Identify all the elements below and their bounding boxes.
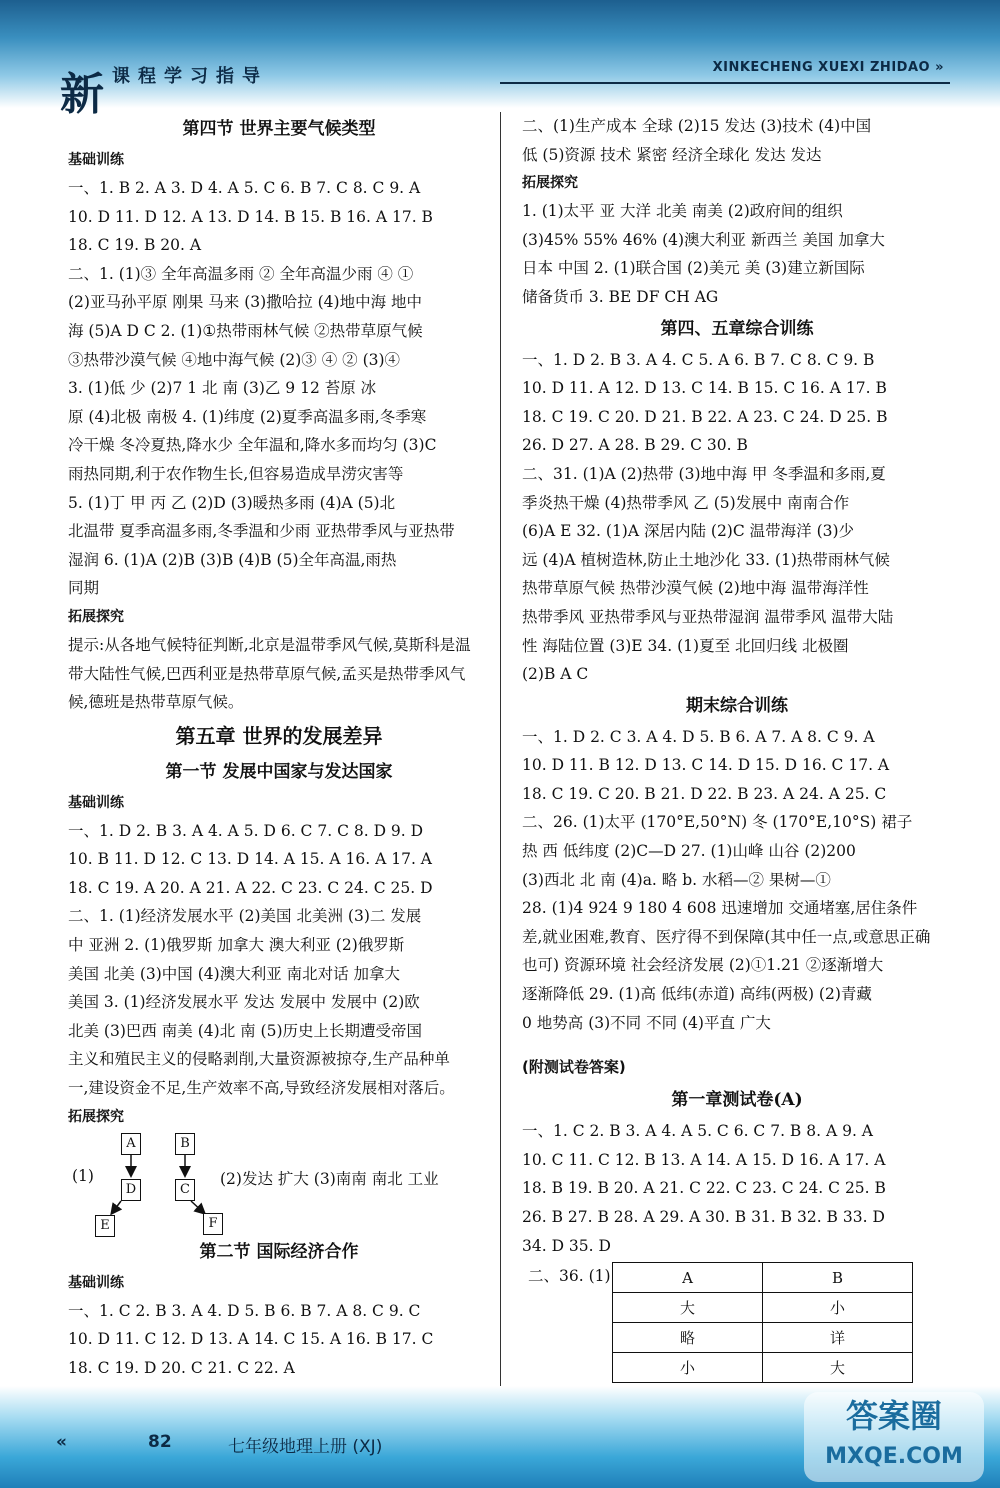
chapter-title: 第五章 世界的发展差异 [175,723,383,748]
q36-prefix: 二、36. (1) [528,1267,611,1286]
answer-line: 10. D 11. D 12. A 13. D 14. B 15. B 16. A 17. B [68,207,433,226]
answer-line: 一,建设资金不足,生产效率不高,导致经济发展相对落后。 [68,1079,455,1098]
table-row [613,1353,913,1383]
watermark-text-bottom: MXQE.COM [825,1444,963,1469]
answer-line: 10. C 11. C 12. B 13. A 14. A 15. D 16. A 17. A [522,1150,886,1169]
answer-line: 二、1. (1)③ 全年高温多雨 ② 全年高温少雨 ④ ① [68,264,414,283]
answer-line: 3. (1)低 少 (2)7 1 北 南 (3)乙 9 12 苔原 冰 [68,379,377,398]
answer-line: 原 (4)北极 南极 4. (1)纬度 (2)夏季高温多雨,冬季寒 [68,407,427,426]
answer-line: 18. C 19. B 20. A [68,236,202,255]
answer-line: 冷干燥 冬冷夏热,降水少 全年温和,降水多而均匀 (3)C [68,436,437,455]
table-header-cell: B [763,1263,913,1293]
arrow-c-f [191,1201,204,1213]
diagram-answers: (2)发达 扩大 (3)南南 南北 工业 [220,1169,439,1188]
answer-line: 26. B 27. B 28. A 29. A 30. B 31. B 32. B 33. D [522,1208,885,1226]
answer-table [612,1262,913,1383]
diagram-box-b: B [175,1133,195,1155]
answer-line: (3)45% 55% 46% (4)澳大利亚 新西兰 美国 加拿大 [522,230,885,249]
double-chevron-left-icon: « [56,1432,67,1452]
series-pinyin [713,60,944,75]
diagram-box-e: E [95,1215,115,1237]
section-title: 期末综合训练 [686,695,788,716]
subsection-label: 基础训练 [68,794,124,811]
table-cell: 小 [613,1353,763,1383]
answer-line: 10. D 11. C 12. D 13. A 14. C 15. A 16. B 17. C [68,1330,434,1349]
answer-line: 美国 北美 (3)中国 (4)澳大利亚 南北对话 加拿大 [68,964,401,983]
answer-line: 美国 3. (1)经济发展水平 发达 发展中 发展中 (2)欧 [68,993,420,1012]
answer-line: 28. (1)4 924 9 180 4 608 迅速增加 交通堵塞,居住条件 [522,899,918,918]
answer-line: 二、26. (1)太平 (170°E,50°N) 冬 (170°E,10°S) 裙子 [522,813,913,832]
answer-line: 一、1. B 2. A 3. D 4. A 5. C 6. B 7. C 8. C 9. A [68,179,421,197]
watermark-text-top: 答案圈 [845,1397,942,1435]
answer-line: 5. (1)丁 甲 丙 乙 (2)D (3)暖热多雨 (4)A (5)北 [68,493,396,512]
answer-line: 同期 [68,579,100,598]
answer-line: (2)B A C [522,665,589,684]
answer-line: 也可) 资源环境 社会经济发展 (2)①1.21 ②逐渐增大 [522,956,884,975]
answer-line: 海 (5)A D C 2. (1)①热带雨林气候 ②热带草原气候 [68,321,423,340]
answer-block [522,1117,952,1260]
answer-line: 18. B 19. B 20. A 21. C 22. C 23. C 24. C 25. B [522,1179,886,1198]
answer-block [68,1297,490,1383]
answer-line: 一、1. C 2. B 3. A 4. A 5. C 6. C 7. B 8. A 9. A [522,1122,873,1141]
answer-line: 性 海陆位置 (3)E 34. (1)夏至 北回归线 北极圈 [522,636,849,655]
answer-block [68,631,490,717]
answer-line: 低 (5)资源 技术 紧密 经济全球化 发达 发达 [522,145,822,164]
book-title: 七年级地理上册 (XJ) [228,1437,383,1457]
diagram-box-f: F [203,1213,223,1235]
answer-line: 热带季风 亚热带季风与亚热带湿润 温带季风 温带大陆 [522,607,894,626]
answer-block [522,723,952,1038]
answer-line: ③热带沙漠气候 ④地中海气候 (2)③ ④ ② (3)④ [68,350,401,369]
section-title: 第四节 世界主要气候类型 [182,119,376,139]
answer-line: (3)西北 北 南 (4)a. 略 b. 水稻—② 果树—① [522,870,831,889]
answer-line: 一、1. D 2. C 3. A 4. D 5. B 6. A 7. A 8. C 9. A [522,727,875,746]
answer-line: (6)A E 32. (1)A 深居内陆 (2)C 温带海洋 (3)少 [522,522,855,541]
subsection-label: 基础训练 [68,1274,124,1291]
answer-line: 26. D 27. A 28. B 29. C 30. B [522,436,748,455]
header-rule [500,82,950,84]
answer-line: 二、31. (1)A (2)热带 (3)地中海 甲 冬季温和多雨,夏 [522,464,886,483]
flow-diagram [68,1131,490,1235]
answer-line: 候,德班是热带草原气候。 [68,693,244,712]
answer-line: 北美 (3)巴西 南美 (4)北 南 (5)历史上长期遭受帝国 [68,1021,423,1040]
answer-line: 18. C 19. C 20. B 21. D 22. B 23. A 24. A 25. C [522,784,887,803]
answer-block [522,197,952,311]
answer-line: 34. D 35. D [522,1236,611,1255]
series-logo: 新 [60,69,104,120]
answer-line: 差,就业困难,教育、医疗得不到保障(其中任一点,或意思正确 [522,927,931,946]
answer-line: 18. C 19. D 20. C 21. C 22. A [68,1358,295,1377]
table-cell: 略 [613,1323,763,1353]
diagram-box-c: C [175,1179,195,1201]
answer-line: 北温带 夏季高温多雨,冬季温和少雨 亚热带季风与亚热带 [68,522,455,541]
watermark-logo [804,1392,984,1482]
answer-line: 中 亚洲 2. (1)俄罗斯 加拿大 澳大利亚 (2)俄罗斯 [68,936,405,955]
table-header-row [613,1263,913,1293]
subsection-label: 拓展探究 [522,175,578,192]
series-pinyin-text: XINKECHENG XUEXI ZHIDAO [712,60,931,75]
answer-line: 热 西 低纬度 (2)C—D 27. (1)山峰 山谷 (2)200 [522,842,856,861]
answer-line: 一、1. D 2. B 3. A 4. C 5. A 6. B 7. C 8. C 9. B [522,350,875,369]
table-cell: 小 [763,1293,913,1323]
answer-line: 一、1. D 2. B 3. A 4. A 5. D 6. C 7. C 8. D 9. D [68,821,424,840]
page-header [0,0,1000,120]
diagram-box-d: D [121,1179,141,1201]
appendix-label: (附测试卷答案) [522,1058,626,1077]
answer-line: 10. D 11. A 12. D 13. C 14. B 15. C 16. A 17. B [522,379,887,398]
right-column [522,112,952,1384]
column-divider [500,112,501,1392]
answer-line: 储备货币 3. BE DF CH AG [522,287,719,306]
answer-line: 逐渐降低 29. (1)高 低纬(赤道) 高纬(两极) (2)青藏 [522,985,872,1004]
diagram-prefix: (1) [72,1166,94,1185]
table-cell: 详 [763,1323,913,1353]
answer-line: 10. D 11. B 12. D 13. C 14. D 15. D 16. C 17. A [522,756,890,775]
subsection-label: 基础训练 [68,152,124,168]
table-cell: 大 [763,1353,913,1383]
answer-line: 18. C 19. C 20. D 21. B 22. A 23. C 24. D 25. B [522,407,888,426]
answer-line: 湿润 6. (1)A (2)B (3)B (4)B (5)全年高温,雨热 [68,550,397,569]
answer-block [68,174,490,603]
answer-line: 带大陆性气候,巴西利亚是热带草原气候,孟买是热带季风气 [68,664,466,683]
diagram-box-a: A [121,1133,141,1155]
double-chevron-right-icon: » [935,60,944,75]
answer-block [68,817,490,1103]
answer-line: 提示:从各地气候特征判断,北京是温带季风气候,莫斯科是温 [68,635,471,654]
section-title: 第四、五章综合训练 [660,318,814,339]
answer-line: 主义和殖民主义的侵略剥削,大量资源被掠夺,生产品种单 [68,1050,450,1069]
subsection-label: 拓展探究 [68,608,124,625]
answer-line: 远 (4)A 植树造林,防止土地沙化 33. (1)热带雨林气候 [522,550,890,569]
answer-line: 二、1. (1)经济发展水平 (2)美国 北美洲 (3)二 发展 [68,907,422,926]
answer-block [522,346,952,689]
answer-line: 10. B 11. D 12. C 13. D 14. A 15. A 16. A 17. A [68,850,432,869]
table-row [613,1323,913,1353]
table-cell: 大 [613,1293,763,1323]
answer-line: 18. C 19. A 20. A 21. A 22. C 23. C 24. C 25. D [68,878,433,897]
answer-line: 日本 中国 2. (1)联合国 (2)美元 美 (3)建立新国际 [522,259,865,278]
answer-block [522,112,952,169]
section-title: 第一章测试卷(A) [671,1090,803,1111]
table-header-cell: A [613,1263,763,1293]
answer-line: 热带草原气候 热带沙漠气候 (2)地中海 温带海洋性 [522,579,869,598]
section-title: 第二节 国际经济合作 [199,1241,359,1262]
table-row [613,1293,913,1323]
answer-line: 雨热同期,利于农作物生长,但容易造成旱涝灾害等 [68,464,404,483]
left-column [68,112,490,1382]
arrow-d-e [112,1201,121,1213]
answer-line: 0 地势高 (3)不同 不同 (4)平直 广大 [522,1013,771,1032]
series-name: 课程学习指导 [112,66,268,87]
page-number: 82 [148,1432,172,1452]
answer-line: 一、1. C 2. B 3. A 4. D 5. B 6. B 7. A 8. C 9. C [68,1301,421,1320]
subsection-label: 拓展探究 [68,1108,124,1125]
q36-block [522,1260,952,1384]
answer-line: 二、(1)生产成本 全球 (2)15 发达 (3)技术 (4)中国 [522,117,872,135]
section-title: 第一节 发展中国家与发达国家 [165,761,393,782]
answer-line: (2)亚马孙平原 刚果 马来 (3)撒哈拉 (4)地中海 地中 [68,293,423,312]
answer-line: 季炎热干燥 (4)热带季风 乙 (5)发展中 南南合作 [522,493,850,512]
answer-line: 1. (1)太平 亚 大洋 北美 南美 (2)政府间的组织 [522,202,843,221]
